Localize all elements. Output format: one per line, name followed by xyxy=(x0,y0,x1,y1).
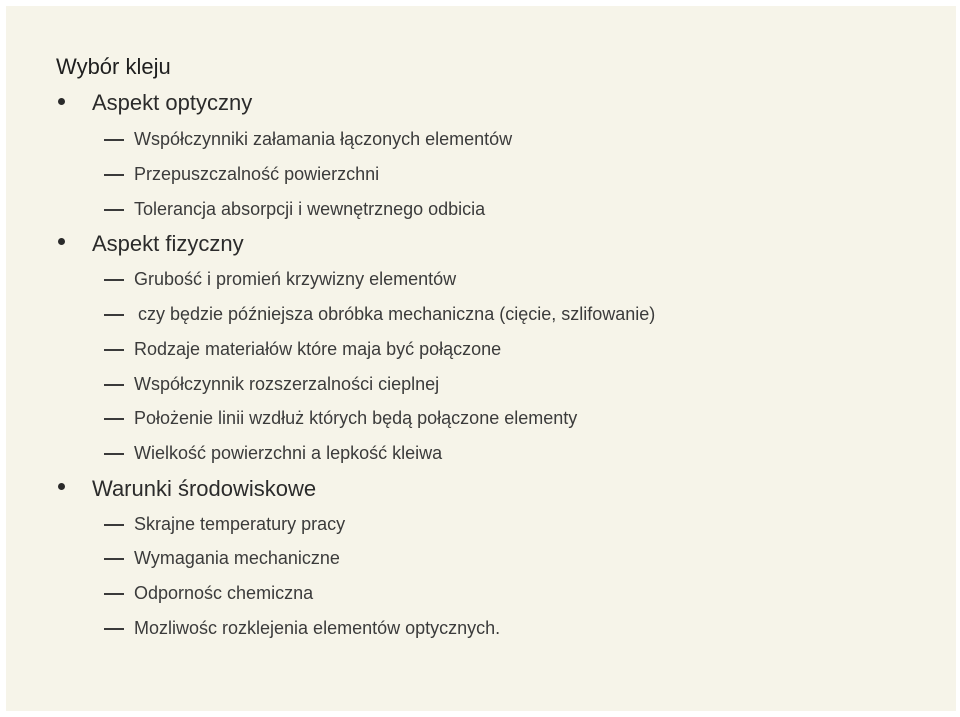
dash-icon xyxy=(104,279,124,281)
section-aspekt-optyczny: Aspekt optyczny xyxy=(92,90,253,115)
dash-icon xyxy=(104,349,124,351)
dash-icon xyxy=(104,524,124,526)
list-item: Wymagania mechaniczne xyxy=(134,548,340,568)
slide-title: Wybór kleju xyxy=(56,54,171,79)
bullet-dot-icon xyxy=(58,98,65,105)
list-item: Tolerancja absorpcji i wewnętrznego odbicia xyxy=(134,199,486,219)
dash-icon xyxy=(104,593,124,595)
dash-icon xyxy=(104,628,124,630)
dash-icon xyxy=(104,174,124,176)
section-warunki-srodowiskowe: Warunki środowiskowe xyxy=(92,476,317,501)
list-item: Położenie linii wzdłuż których będą połączone elementy xyxy=(134,408,578,428)
list-item: Odpornośc chemiczna xyxy=(134,583,314,603)
list-item: Rodzaje materiałów które maja być połączone xyxy=(134,339,502,359)
list-item: czy będzie późniejsza obróbka mechaniczna (cięcie, szlifowanie) xyxy=(138,304,656,324)
slide xyxy=(6,6,956,711)
bullet-dot-icon xyxy=(58,238,65,245)
list-item: Przepuszczalność powierzchni xyxy=(134,164,380,184)
list-item: Wielkość powierzchni a lepkość kleiwa xyxy=(134,443,443,463)
list-item: Współczynnik rozszerzalności cieplnej xyxy=(134,374,440,394)
dash-icon xyxy=(104,418,124,420)
dash-icon xyxy=(104,558,124,560)
bullet-dot-icon xyxy=(58,483,65,490)
dash-icon xyxy=(104,384,124,386)
list-item: Mozliwośc rozklejenia elementów optycznych. xyxy=(134,618,501,638)
dash-icon xyxy=(104,139,124,141)
dash-icon xyxy=(104,314,124,316)
list-item: Grubość i promień krzywizny elementów xyxy=(134,269,457,289)
list-item: Współczynniki załamania łączonych elementów xyxy=(134,129,513,149)
list-item: Skrajne temperatury pracy xyxy=(134,514,346,534)
dash-icon xyxy=(104,209,124,211)
section-aspekt-fizyczny: Aspekt fizyczny xyxy=(92,231,244,256)
dash-icon xyxy=(104,453,124,455)
